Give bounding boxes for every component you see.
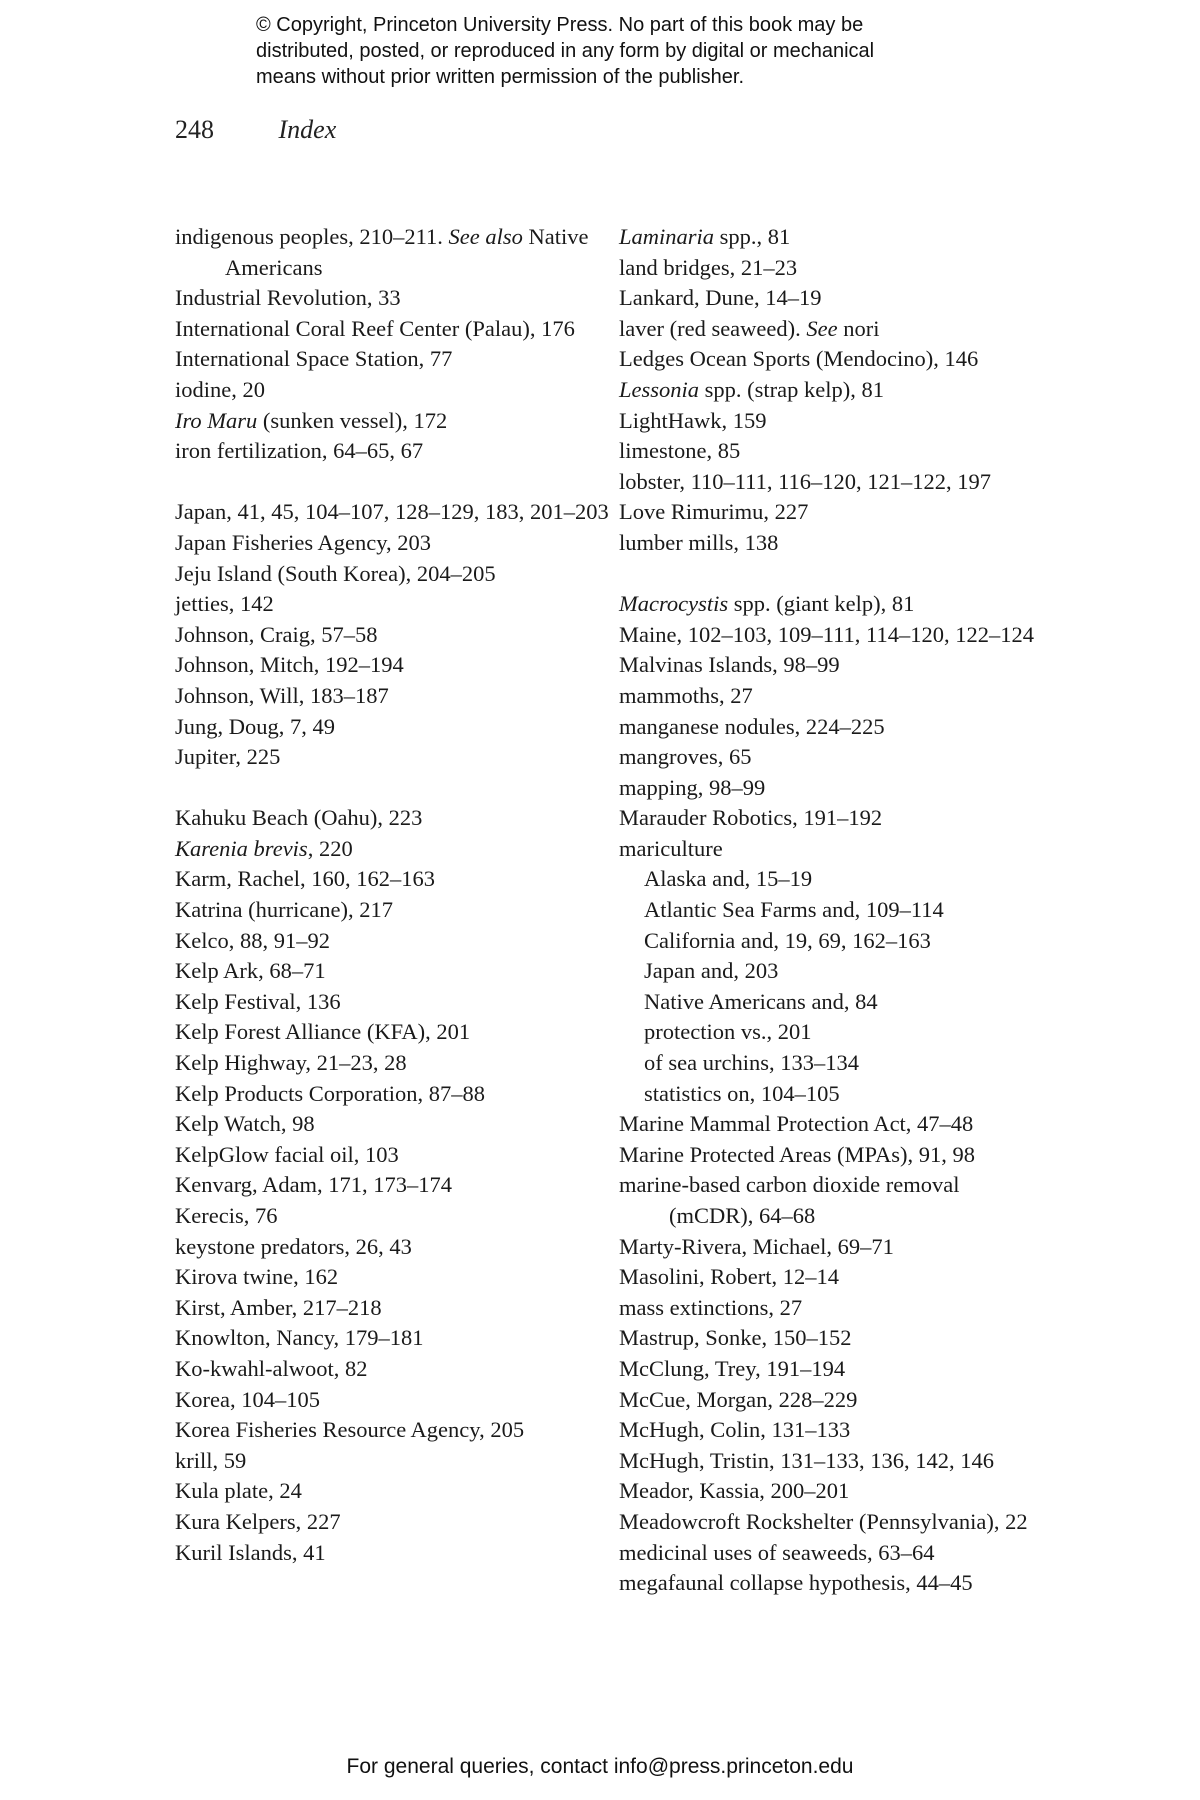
page-number: 248 <box>175 115 214 144</box>
index-entry: Meador, Kassia, 200–201 <box>619 1478 850 1504</box>
index-entry: limestone, 85 <box>619 438 741 464</box>
index-subentry: protection vs., 201 <box>644 1019 812 1045</box>
index-entry: Karenia brevis, 220 <box>175 835 353 861</box>
index-entry: Marauder Robotics, 191–192 <box>619 805 883 831</box>
index-entry: Mastrup, Sonke, 150–152 <box>619 1325 852 1351</box>
index-entry: marine-based carbon dioxide removal (mCDR), 64–68 <box>619 1172 960 1228</box>
index-entry: laver (red seaweed). See nori <box>619 315 880 341</box>
index-entry: Korea Fisheries Resource Agency, 205 <box>175 1417 525 1443</box>
index-entry: International Coral Reef Center (Palau), 176 <box>175 315 575 341</box>
index-entry: Marty-Rivera, Michael, 69–71 <box>619 1233 894 1259</box>
index-entry: Kirova twine, 162 <box>175 1264 339 1290</box>
index-entry: Ko-kwahl-alwoot, 82 <box>175 1355 368 1381</box>
index-entry: Kuril Islands, 41 <box>175 1539 326 1565</box>
index-entry: Johnson, Will, 183–187 <box>175 682 389 708</box>
copyright-line: distributed, posted, or reproduced in any form by digital or mechanical <box>256 40 875 62</box>
index-entry: Kelp Festival, 136 <box>175 988 341 1014</box>
index-entry: Industrial Revolution, 33 <box>175 285 401 311</box>
index-entry: Jupiter, 225 <box>175 744 281 770</box>
index-entry: Japan, 41, 45, 104–107, 128–129, 183, 201–203 <box>175 499 609 525</box>
index-subentry: California and, 19, 69, 162–163 <box>644 927 931 953</box>
index-entry: McClung, Trey, 191–194 <box>619 1355 846 1381</box>
index-entry: Maine, 102–103, 109–111, 114–120, 122–124 <box>619 621 1034 647</box>
index-entry: Macrocystis spp. (giant kelp), 81 <box>619 591 915 617</box>
index-entry: mass extinctions, 27 <box>619 1294 803 1320</box>
index-column-left <box>175 222 609 1568</box>
copyright-notice <box>256 12 976 90</box>
index-entry: Kenvarg, Adam, 171, 173–174 <box>175 1172 453 1198</box>
index-entry: land bridges, 21–23 <box>619 254 798 280</box>
section-title: Index <box>278 115 337 144</box>
index-entry: medicinal uses of seaweeds, 63–64 <box>619 1539 935 1565</box>
index-entry: mapping, 98–99 <box>619 774 766 800</box>
footer-contact: For general queries, contact info@press.princeton.edu <box>346 1755 854 1778</box>
index-entry: Lessonia spp. (strap kelp), 81 <box>619 376 884 402</box>
index-entry: indigenous peoples, 210–211. See also Native Americans <box>175 224 589 280</box>
index-entry: Johnson, Craig, 57–58 <box>175 621 378 647</box>
index-subentry: Atlantic Sea Farms and, 109–114 <box>644 897 944 923</box>
index-entry: Iro Maru (sunken vessel), 172 <box>175 407 448 433</box>
index-entry: jetties, 142 <box>175 591 274 617</box>
index-entry: iodine, 20 <box>175 376 265 402</box>
index-entry: Karm, Rachel, 160, 162–163 <box>175 866 435 892</box>
index-entry: Malvinas Islands, 98–99 <box>619 652 840 678</box>
index-entry: Meadowcroft Rockshelter (Pennsylvania), 22 <box>619 1508 1028 1534</box>
index-entry: Kelp Highway, 21–23, 28 <box>175 1050 407 1076</box>
letter-group-gap <box>175 773 605 804</box>
index-entry: Knowlton, Nancy, 179–181 <box>175 1325 424 1351</box>
index-entry: Kelp Watch, 98 <box>175 1111 315 1137</box>
index-entry: Kelp Products Corporation, 87–88 <box>175 1080 485 1106</box>
index-subentry: Native Americans and, 84 <box>644 988 878 1014</box>
index-entry: McCue, Morgan, 228–229 <box>619 1386 858 1412</box>
index-entry: Kura Kelpers, 227 <box>175 1508 341 1534</box>
index-entry: Jung, Doug, 7, 49 <box>175 713 336 739</box>
letter-group-gap <box>619 559 1099 590</box>
index-entry: iron fertilization, 64–65, 67 <box>175 438 424 464</box>
index-entry: LightHawk, 159 <box>619 407 767 433</box>
index-entry: Kula plate, 24 <box>175 1478 302 1504</box>
index-entry: lobster, 110–111, 116–120, 121–122, 197 <box>619 468 991 494</box>
index-entry: Love Rimurimu, 227 <box>619 499 809 525</box>
index-entry: Kelp Forest Alliance (KFA), 201 <box>175 1019 471 1045</box>
index-entry: Laminaria spp., 81 <box>619 224 791 249</box>
index-entry: Kelp Ark, 68–71 <box>175 958 326 984</box>
index-entry: Johnson, Mitch, 192–194 <box>175 652 404 678</box>
index-subentry: statistics on, 104–105 <box>644 1080 840 1106</box>
index-entry: Masolini, Robert, 12–14 <box>619 1264 839 1290</box>
index-entry: mangroves, 65 <box>619 744 752 770</box>
index-entry: mariculture <box>619 835 723 861</box>
index-entry: manganese nodules, 224–225 <box>619 713 885 739</box>
index-entry: Katrina (hurricane), 217 <box>175 897 394 923</box>
index-subentry: Japan and, 203 <box>644 958 779 984</box>
index-entry: krill, 59 <box>175 1447 247 1473</box>
index-entry: lumber mills, 138 <box>619 529 779 555</box>
index-entry: Korea, 104–105 <box>175 1386 320 1412</box>
index-entry: Marine Mammal Protection Act, 47–48 <box>619 1111 974 1137</box>
index-entry: McHugh, Colin, 131–133 <box>619 1417 851 1443</box>
index-subentry: Alaska and, 15–19 <box>644 866 813 892</box>
copyright-line: © Copyright, Princeton University Press. No part of this book may be <box>256 14 864 36</box>
index-entry: Kerecis, 76 <box>175 1203 278 1228</box>
copyright-line: means without prior written permission of the publisher. <box>256 66 745 88</box>
index-column-right <box>619 222 1099 1599</box>
index-entry: keystone predators, 26, 43 <box>175 1233 412 1259</box>
index-entry: KelpGlow facial oil, 103 <box>175 1141 399 1167</box>
index-entry: Japan Fisheries Agency, 203 <box>175 529 431 555</box>
index-entry: Lankard, Dune, 14–19 <box>619 285 822 311</box>
index-entry: Kelco, 88, 91–92 <box>175 927 330 953</box>
index-entry: McHugh, Tristin, 131–133, 136, 142, 146 <box>619 1447 995 1473</box>
index-entry: Ledges Ocean Sports (Mendocino), 146 <box>619 346 979 372</box>
running-head <box>175 113 336 147</box>
letter-group-gap <box>175 467 605 498</box>
index-entry: mammoths, 27 <box>619 682 753 708</box>
index-subentry: of sea urchins, 133–134 <box>644 1050 859 1076</box>
index-entry: International Space Station, 77 <box>175 346 453 372</box>
index-entry: Kahuku Beach (Oahu), 223 <box>175 805 423 831</box>
index-entry: megafaunal collapse hypothesis, 44–45 <box>619 1570 973 1596</box>
index-entry: Kirst, Amber, 217–218 <box>175 1294 382 1320</box>
index-entry: Jeju Island (South Korea), 204–205 <box>175 560 496 586</box>
index-entry: Marine Protected Areas (MPAs), 91, 98 <box>619 1141 975 1167</box>
